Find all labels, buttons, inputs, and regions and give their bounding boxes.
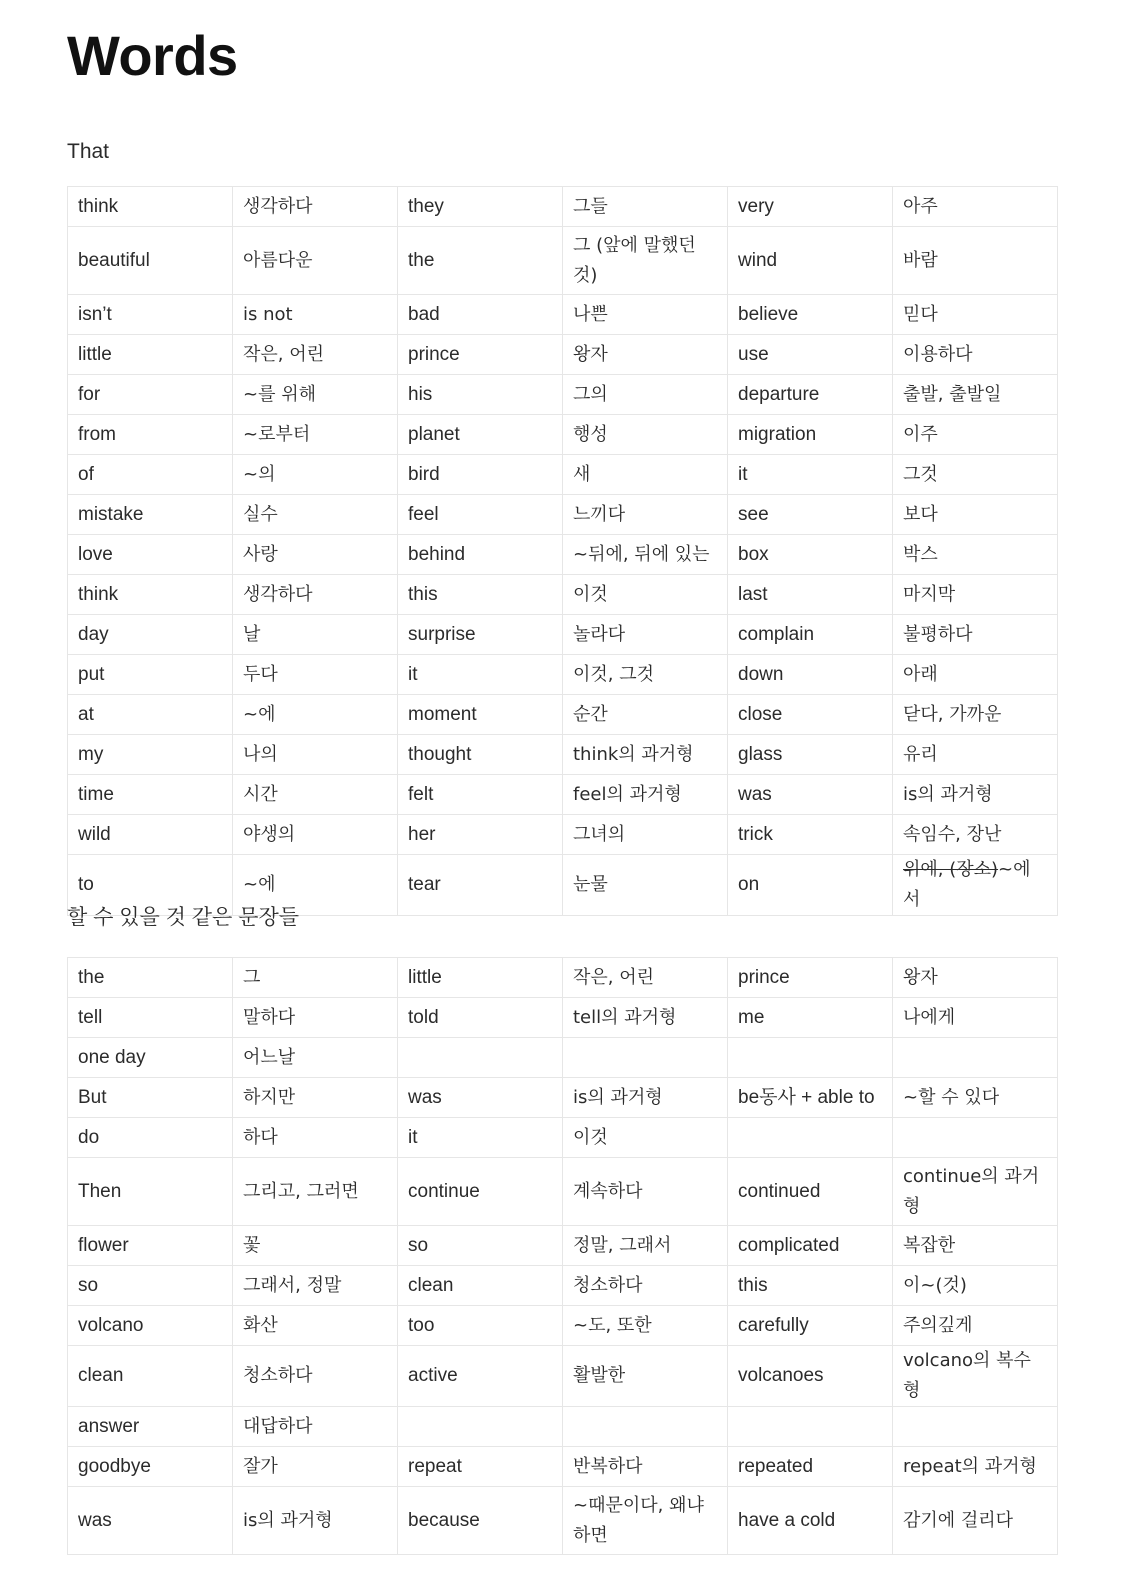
word-cell: down xyxy=(728,655,893,695)
word-cell: bird xyxy=(398,455,563,495)
meaning-cell: 이것 xyxy=(563,575,728,615)
table-row xyxy=(68,335,1058,375)
word-cell: thought xyxy=(398,735,563,775)
table-row xyxy=(68,998,1058,1038)
word-cell: moment xyxy=(398,695,563,735)
meaning-cell: 왕자 xyxy=(893,958,1058,998)
meaning-cell: 그녀의 xyxy=(563,815,728,855)
meaning-cell: 청소하다 xyxy=(563,1266,728,1306)
meaning-cell: 그리고, 그러면 xyxy=(233,1158,398,1226)
table-row xyxy=(68,1346,1058,1407)
meaning-cell xyxy=(893,1038,1058,1078)
word-cell: little xyxy=(398,958,563,998)
meaning-cell: 이것, 그것 xyxy=(563,655,728,695)
word-cell: box xyxy=(728,535,893,575)
word-cell: too xyxy=(398,1306,563,1346)
table-row xyxy=(68,455,1058,495)
word-cell: to xyxy=(68,855,233,916)
meaning-cell: continue의 과거형 xyxy=(893,1158,1058,1226)
table-row xyxy=(68,1487,1058,1555)
meaning-cell: 시간 xyxy=(233,775,398,815)
word-cell: one day xyxy=(68,1038,233,1078)
word-cell: beautiful xyxy=(68,227,233,295)
meaning-cell: ~뒤에, 뒤에 있는 xyxy=(563,535,728,575)
meaning-cell: 하지만 xyxy=(233,1078,398,1118)
word-cell: isn’t xyxy=(68,295,233,335)
meaning-cell: feel의 과거형 xyxy=(563,775,728,815)
meaning-cell: 아름다운 xyxy=(233,227,398,295)
word-cell: told xyxy=(398,998,563,1038)
table-row xyxy=(68,415,1058,455)
table-row xyxy=(68,615,1058,655)
meaning-cell: ~에 xyxy=(233,695,398,735)
meaning-cell: 박스 xyxy=(893,535,1058,575)
word-cell: from xyxy=(68,415,233,455)
struck-text: 위에, (장소) xyxy=(903,859,999,880)
meaning-cell: 닫다, 가까운 xyxy=(893,695,1058,735)
word-cell: wild xyxy=(68,815,233,855)
meaning-cell: is not xyxy=(233,295,398,335)
meaning-cell: 놀라다 xyxy=(563,615,728,655)
meaning-cell: 정말, 그래서 xyxy=(563,1226,728,1266)
word-cell: clean xyxy=(398,1266,563,1306)
meaning-cell: 활발한 xyxy=(563,1346,728,1407)
word-cell: carefully xyxy=(728,1306,893,1346)
word-cell: volcano xyxy=(68,1306,233,1346)
meaning-cell: 말하다 xyxy=(233,998,398,1038)
word-cell: they xyxy=(398,187,563,227)
meaning-cell: 아래 xyxy=(893,655,1058,695)
word-cell: the xyxy=(398,227,563,295)
meaning-cell: 그의 xyxy=(563,375,728,415)
meaning-cell: 복잡한 xyxy=(893,1226,1058,1266)
meaning-cell: 생각하다 xyxy=(233,187,398,227)
word-cell: mistake xyxy=(68,495,233,535)
table-row xyxy=(68,1266,1058,1306)
meaning-cell xyxy=(563,1038,728,1078)
vocabulary-table xyxy=(67,186,1058,916)
word-cell: feel xyxy=(398,495,563,535)
word-cell: answer xyxy=(68,1407,233,1447)
word-cell: glass xyxy=(728,735,893,775)
word-cell xyxy=(728,1038,893,1078)
word-cell: at xyxy=(68,695,233,735)
meaning-cell: 야생의 xyxy=(233,815,398,855)
table-row xyxy=(68,1306,1058,1346)
word-cell: flower xyxy=(68,1226,233,1266)
meaning-cell: 어느날 xyxy=(233,1038,398,1078)
meaning-cell: is의 과거형 xyxy=(563,1078,728,1118)
word-cell: do xyxy=(68,1118,233,1158)
meaning-cell: repeat의 과거형 xyxy=(893,1447,1058,1487)
meaning-cell: is의 과거형 xyxy=(893,775,1058,815)
meaning-cell: 새 xyxy=(563,455,728,495)
word-cell: behind xyxy=(398,535,563,575)
word-cell: wind xyxy=(728,227,893,295)
meaning-cell: 유리 xyxy=(893,735,1058,775)
meaning-cell: 바람 xyxy=(893,227,1058,295)
meaning-cell: ~로부터 xyxy=(233,415,398,455)
meaning-cell: 두다 xyxy=(233,655,398,695)
table-row xyxy=(68,1118,1058,1158)
word-cell: so xyxy=(398,1226,563,1266)
meaning-cell: ~할 수 있다 xyxy=(893,1078,1058,1118)
meaning-cell: 나쁜 xyxy=(563,295,728,335)
word-cell: think xyxy=(68,187,233,227)
meaning-cell: 대답하다 xyxy=(233,1407,398,1447)
meaning-cell: think의 과거형 xyxy=(563,735,728,775)
word-cell: bad xyxy=(398,295,563,335)
word-cell: see xyxy=(728,495,893,535)
word-cell: prince xyxy=(728,958,893,998)
word-cell: complain xyxy=(728,615,893,655)
meaning-cell: 불평하다 xyxy=(893,615,1058,655)
meaning-cell: 날 xyxy=(233,615,398,655)
table-row xyxy=(68,775,1058,815)
word-cell xyxy=(728,1407,893,1447)
meaning-cell: 작은, 어린 xyxy=(233,335,398,375)
table-row xyxy=(68,575,1058,615)
word-cell: this xyxy=(728,1266,893,1306)
word-cell: day xyxy=(68,615,233,655)
meaning-cell: ~를 위해 xyxy=(233,375,398,415)
table-row xyxy=(68,958,1058,998)
meaning-cell xyxy=(563,1407,728,1447)
table-row xyxy=(68,1407,1058,1447)
section-heading: That xyxy=(67,140,110,163)
meaning-cell: 계속하다 xyxy=(563,1158,728,1226)
word-cell: But xyxy=(68,1078,233,1118)
table-row xyxy=(68,227,1058,295)
meaning-cell: 보다 xyxy=(893,495,1058,535)
word-cell: tell xyxy=(68,998,233,1038)
meaning-cell: 왕자 xyxy=(563,335,728,375)
word-cell: trick xyxy=(728,815,893,855)
meaning-cell: 이주 xyxy=(893,415,1058,455)
word-cell: so xyxy=(68,1266,233,1306)
word-cell: it xyxy=(398,1118,563,1158)
meaning-cell: 잘가 xyxy=(233,1447,398,1487)
meaning-cell: ~의 xyxy=(233,455,398,495)
word-cell: on xyxy=(728,855,893,916)
word-cell: felt xyxy=(398,775,563,815)
meaning-cell: 행성 xyxy=(563,415,728,455)
word-cell: clean xyxy=(68,1346,233,1407)
word-cell: tear xyxy=(398,855,563,916)
table-row xyxy=(68,295,1058,335)
meaning-cell: 사랑 xyxy=(233,535,398,575)
meaning-cell: 이것 xyxy=(563,1118,728,1158)
meaning-cell: 그래서, 정말 xyxy=(233,1266,398,1306)
meaning-cell xyxy=(893,1407,1058,1447)
word-cell: believe xyxy=(728,295,893,335)
word-cell: the xyxy=(68,958,233,998)
meaning-cell: 속임수, 장난 xyxy=(893,815,1058,855)
meaning-cell: 눈물 xyxy=(563,855,728,916)
meaning-cell xyxy=(893,855,1058,916)
meaning-cell: 실수 xyxy=(233,495,398,535)
word-cell: migration xyxy=(728,415,893,455)
word-cell xyxy=(398,1038,563,1078)
meaning-cell: 이~(것) xyxy=(893,1266,1058,1306)
table-row xyxy=(68,1226,1058,1266)
meaning-cell: 아주 xyxy=(893,187,1058,227)
meaning-cell: 하다 xyxy=(233,1118,398,1158)
meaning-cell: 주의깊게 xyxy=(893,1306,1058,1346)
table-row xyxy=(68,535,1058,575)
meaning-cell xyxy=(893,1118,1058,1158)
meaning-cell: 느끼다 xyxy=(563,495,728,535)
meaning-cell: ~에 xyxy=(233,855,398,916)
word-cell xyxy=(728,1118,893,1158)
meaning-cell: 그 xyxy=(233,958,398,998)
meaning-cell: 화산 xyxy=(233,1306,398,1346)
word-cell xyxy=(398,1407,563,1447)
meaning-cell: volcano의 복수형 xyxy=(893,1346,1058,1407)
word-cell: active xyxy=(398,1346,563,1407)
word-cell: very xyxy=(728,187,893,227)
meaning-cell: 작은, 어린 xyxy=(563,958,728,998)
word-cell: Then xyxy=(68,1158,233,1226)
meaning-cell: 믿다 xyxy=(893,295,1058,335)
meaning-cell: 생각하다 xyxy=(233,575,398,615)
word-cell: it xyxy=(728,455,893,495)
word-cell: repeated xyxy=(728,1447,893,1487)
word-cell: continue xyxy=(398,1158,563,1226)
meaning-cell: 출발, 출발일 xyxy=(893,375,1058,415)
word-cell: goodbye xyxy=(68,1447,233,1487)
word-cell: because xyxy=(398,1487,563,1555)
word-cell: volcanoes xyxy=(728,1346,893,1407)
meaning-cell: 그들 xyxy=(563,187,728,227)
word-cell: my xyxy=(68,735,233,775)
word-cell: prince xyxy=(398,335,563,375)
table-row xyxy=(68,655,1058,695)
meaning-cell: is의 과거형 xyxy=(233,1487,398,1555)
table-row xyxy=(68,1038,1058,1078)
table-row xyxy=(68,1447,1058,1487)
word-cell: close xyxy=(728,695,893,735)
word-cell: of xyxy=(68,455,233,495)
meaning-cell: 꽃 xyxy=(233,1226,398,1266)
word-cell: was xyxy=(398,1078,563,1118)
table-row xyxy=(68,1158,1058,1226)
table-row xyxy=(68,815,1058,855)
word-cell: complicated xyxy=(728,1226,893,1266)
table-row xyxy=(68,495,1058,535)
word-cell: be동사 + able to xyxy=(728,1078,893,1118)
page-title: Words xyxy=(67,24,238,87)
word-cell: his xyxy=(398,375,563,415)
word-cell: have a cold xyxy=(728,1487,893,1555)
word-cell: for xyxy=(68,375,233,415)
meaning-cell: 나의 xyxy=(233,735,398,775)
word-cell: continued xyxy=(728,1158,893,1226)
word-cell: put xyxy=(68,655,233,695)
meaning-cell: 나에게 xyxy=(893,998,1058,1038)
word-cell: her xyxy=(398,815,563,855)
word-cell: surprise xyxy=(398,615,563,655)
section-heading: 할 수 있을 것 같은 문장들 xyxy=(67,906,300,929)
word-cell: repeat xyxy=(398,1447,563,1487)
meaning-cell: 그것 xyxy=(893,455,1058,495)
table-row xyxy=(68,695,1058,735)
word-cell: this xyxy=(398,575,563,615)
meaning-cell: 이용하다 xyxy=(893,335,1058,375)
word-cell: was xyxy=(68,1487,233,1555)
word-cell: use xyxy=(728,335,893,375)
meaning-cell: ~때문이다, 왜냐하면 xyxy=(563,1487,728,1555)
table-row xyxy=(68,735,1058,775)
table-row xyxy=(68,375,1058,415)
meaning-cell: ~도, 또한 xyxy=(563,1306,728,1346)
meaning-cell: 그 (앞에 말했던 것) xyxy=(563,227,728,295)
meaning-cell: 청소하다 xyxy=(233,1346,398,1407)
meaning-text: ~에서 xyxy=(903,859,1031,910)
word-cell: last xyxy=(728,575,893,615)
meaning-cell: 마지막 xyxy=(893,575,1058,615)
table-row xyxy=(68,1078,1058,1118)
table-row xyxy=(68,187,1058,227)
meaning-cell: 순간 xyxy=(563,695,728,735)
meaning-cell: 감기에 걸리다 xyxy=(893,1487,1058,1555)
sentence-words-table xyxy=(67,957,1058,1555)
word-cell: me xyxy=(728,998,893,1038)
word-cell: little xyxy=(68,335,233,375)
word-cell: love xyxy=(68,535,233,575)
meaning-cell: 반복하다 xyxy=(563,1447,728,1487)
word-cell: time xyxy=(68,775,233,815)
word-cell: was xyxy=(728,775,893,815)
word-cell: it xyxy=(398,655,563,695)
word-cell: departure xyxy=(728,375,893,415)
meaning-cell: tell의 과거형 xyxy=(563,998,728,1038)
word-cell: think xyxy=(68,575,233,615)
word-cell: planet xyxy=(398,415,563,455)
